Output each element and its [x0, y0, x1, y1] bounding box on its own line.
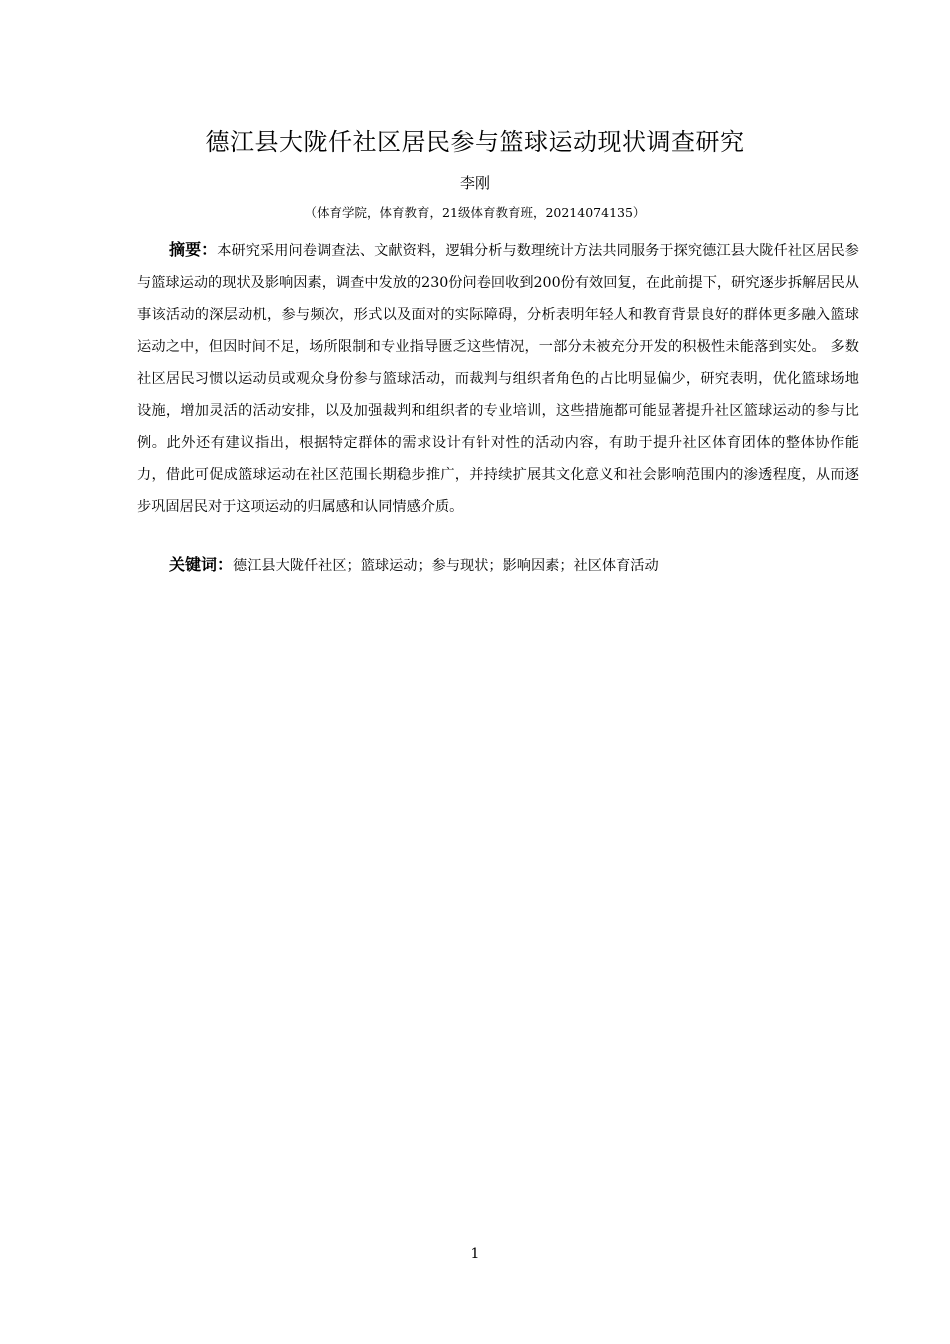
page-number: 1: [470, 1246, 480, 1262]
abstract-text: 本研究采用问卷调查法、文献资料，逻辑分析与数理统计方法共同服务于探究德江县大陇仟社区居民参与篮球运动的现状及影响因素，调查中发放的230份问卷回收到200份有效回复，在此前提下，研究逐步拆解居民从事该活动的深层动机，参与频次，形式以及面对的实际障碍，分析表明年轻人和教育背景良好的群体更多融入篮球运动之中，但因时间不足，场所限制和专业指导匮乏这些情况，一部分未被充分开发的积极性未能落到实处。 多数社区居民习惯以运动员或观众身份参与篮球活动，而裁判与组织者角色的占比明显偏少，研究表明，优化篮球场地设施，增加灵活的活动安排，以及加强裁判和组织者的专业培训，这些措施都可能显著提升社区篮球运动的参与比例。此外还有建议指出，根据特定群体的需求设计有针对性的活动内容，有助于提升社区体育团体的整体协作能力，借此可促成篮球运动在社区范围长期稳步推广，并持续扩展其文化意义和社会影响范围内的渗透程度，从而逐步巩固居民对于这项运动的归属感和认同情感介质。: [137, 243, 859, 515]
author-affiliation: （体育学院，体育教育，21级体育教育班，20214074135）: [304, 205, 646, 220]
paper-title: 德江县大陇仟社区居民参与篮球运动现状调查研究: [205, 128, 745, 156]
keywords-label: 关键词：: [169, 555, 234, 574]
keywords-paragraph: [137, 550, 859, 581]
keywords-text: 德江县大陇仟社区；篮球运动；参与现状；影响因素；社区体育活动: [233, 558, 659, 574]
author-name: 李刚: [459, 174, 490, 192]
abstract-label: 摘要：: [169, 240, 218, 259]
abstract-paragraph: [137, 234, 859, 523]
